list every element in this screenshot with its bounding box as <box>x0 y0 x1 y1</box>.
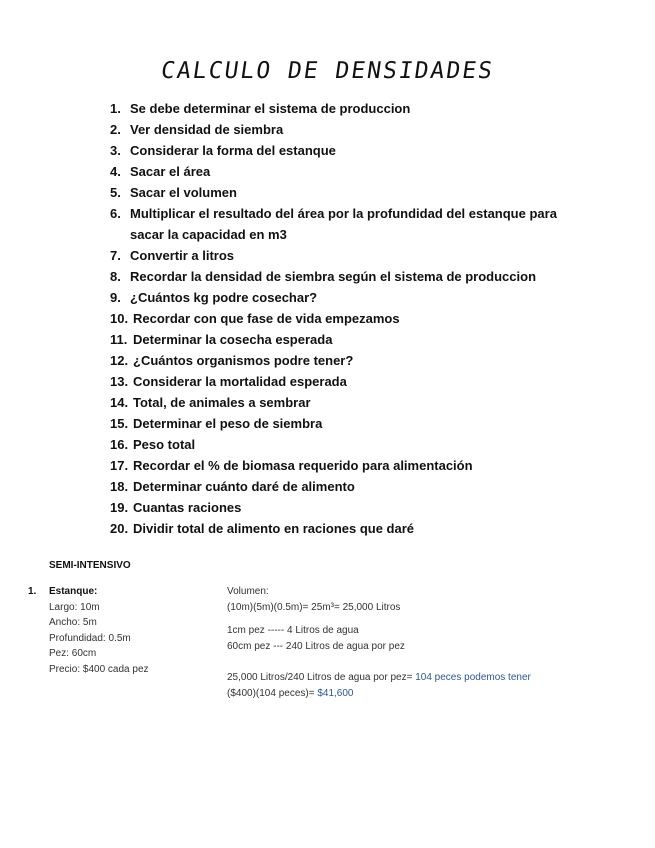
list-item <box>110 497 580 518</box>
step-number: 5. <box>110 185 121 200</box>
step-number: 10. <box>110 311 129 326</box>
list-item <box>110 161 580 182</box>
step-number: 20. <box>110 521 129 536</box>
volume-formula: (10m)(5m)(0.5m)= 25m³= 25,000 Litros <box>227 601 401 613</box>
ratio-line-1: 1cm pez ----- 4 Litros de agua <box>227 625 359 636</box>
step-number: 1. <box>110 101 121 116</box>
list-item <box>110 245 580 266</box>
list-item <box>110 371 580 392</box>
step-number: 13. <box>110 374 129 389</box>
step-number: 16. <box>110 437 129 452</box>
param-depth: Profundidad: 0.5m <box>49 632 131 644</box>
pond-heading <box>28 584 218 600</box>
step-text: Recordar con que fase de vida empezamos <box>133 311 400 326</box>
result-line <box>227 670 627 686</box>
list-item <box>110 203 580 245</box>
list-item <box>110 287 580 308</box>
step-text: Determinar el peso de siembra <box>133 416 323 431</box>
list-item <box>110 98 580 119</box>
cost-highlight: $41,600 <box>317 687 354 699</box>
step-text: Multiplicar el resultado del área por la profundidad del estanque para sacar la capacidad en m3 <box>130 206 557 242</box>
step-text: Total, de animales a sembrar <box>133 395 311 410</box>
list-item <box>110 434 580 455</box>
step-number: 7. <box>110 248 121 263</box>
step-number: 9. <box>110 290 121 305</box>
step-number: 6. <box>110 206 121 221</box>
list-item <box>110 476 580 497</box>
calc-heading: Estanque: <box>49 586 98 597</box>
result-prefix: 25,000 Litros/240 Litros de agua por pez= <box>227 672 416 683</box>
list-item <box>110 308 580 329</box>
result-highlight: 104 peces podemos tener <box>415 672 531 683</box>
step-number: 3. <box>110 143 121 158</box>
list-item <box>110 455 580 476</box>
step-number: 11. <box>110 332 128 347</box>
step-text: Recordar el % de biomasa requerido para alimentación <box>133 458 473 473</box>
pond-parameters <box>28 584 218 677</box>
step-text: Se debe determinar el sistema de produccion <box>130 101 411 116</box>
ratio-line-2: 60cm pez --- 240 Litros de agua por pez <box>227 640 405 652</box>
list-item <box>110 392 580 413</box>
step-text: Dividir total de alimento en raciones que daré <box>133 521 415 536</box>
step-text: Determinar la cosecha esperada <box>133 332 333 347</box>
list-item <box>110 266 580 287</box>
step-number: 18. <box>110 479 129 494</box>
step-text: Considerar la mortalidad esperada <box>133 374 347 389</box>
step-text: Recordar la densidad de siembra según el sistema de produccion <box>130 269 537 284</box>
section-heading: SEMI-INTENSIVO <box>49 560 131 571</box>
step-text: Determinar cuánto daré de alimento <box>133 479 355 494</box>
step-number: 15. <box>110 416 129 431</box>
cost-line <box>227 686 627 702</box>
step-text: Sacar el área <box>130 164 211 179</box>
step-number: 12. <box>110 353 129 368</box>
step-text: ¿Cuántos organismos podre tener? <box>133 353 354 368</box>
list-item <box>110 119 580 140</box>
param-price: Precio: $400 cada pez <box>49 663 149 675</box>
list-item <box>110 518 580 539</box>
param-width: Ancho: 5m <box>49 617 97 628</box>
step-number: 17. <box>110 458 129 473</box>
list-item <box>110 329 580 350</box>
step-number: 14. <box>110 395 129 410</box>
param-length: Largo: 10m <box>49 601 100 613</box>
cost-prefix: ($400)(104 peces)= <box>227 687 318 699</box>
step-text: ¿Cuántos kg podre cosechar? <box>130 290 318 305</box>
step-text: Considerar la forma del estanque <box>130 143 336 158</box>
step-number: 4. <box>110 164 121 179</box>
step-number: 19. <box>110 500 129 515</box>
step-text: Peso total <box>133 437 196 452</box>
param-fish-size: Pez: 60cm <box>49 648 97 659</box>
list-item <box>110 413 580 434</box>
steps-list <box>110 98 580 539</box>
step-number: 8. <box>110 269 121 284</box>
volume-calculation <box>227 584 627 701</box>
list-item <box>110 350 580 371</box>
step-text: Sacar el volumen <box>130 185 237 200</box>
step-text: Cuantas raciones <box>133 500 242 515</box>
step-text: Convertir a litros <box>130 248 235 263</box>
list-item <box>110 182 580 203</box>
list-item <box>110 140 580 161</box>
step-number: 2. <box>110 122 121 137</box>
step-text: Ver densidad de siembra <box>130 122 284 137</box>
volume-label: Volumen: <box>227 586 269 597</box>
page-title: CALCULO DE DENSIDADES <box>159 58 496 84</box>
calc-number: 1. <box>28 586 37 597</box>
